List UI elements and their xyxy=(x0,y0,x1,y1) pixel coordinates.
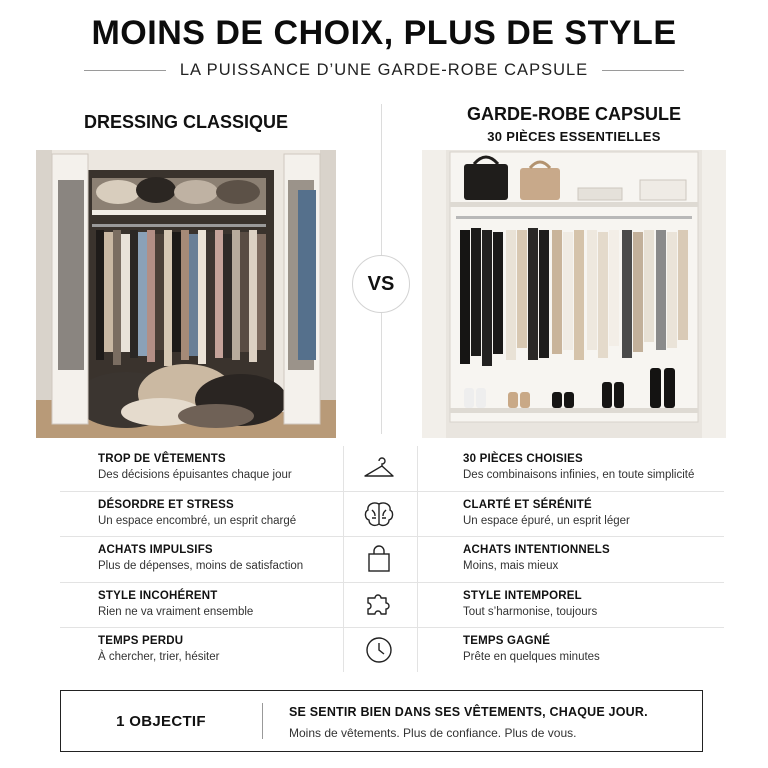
left-cell xyxy=(98,499,348,527)
objective-headline: SE SENTIR BIEN DANS SES VÊTEMENTS, CHAQUE JOUR. xyxy=(289,705,648,719)
left-cell xyxy=(98,453,348,481)
left-item-desc: Un espace encombré, un esprit chargé xyxy=(98,514,297,527)
objective-box xyxy=(60,690,703,752)
objective-tagline: Moins de vêtements. Plus de confiance. Plus de vous. xyxy=(289,726,577,740)
right-cell xyxy=(463,453,733,481)
vs-label: VS xyxy=(367,272,395,295)
objective-label: 1 OBJECTIF xyxy=(116,712,206,730)
right-column-title: GARDE-ROBE CAPSULE xyxy=(466,104,681,124)
divider-right xyxy=(602,70,684,71)
vs-badge xyxy=(352,255,410,313)
right-item-desc: Moins, mais mieux xyxy=(463,560,559,572)
right-cell xyxy=(463,499,733,527)
left-item-desc: Des décisions épuisantes chaque jour xyxy=(98,469,292,481)
left-item-title: DÉSORDRE ET STRESS xyxy=(98,498,234,511)
comparison-row xyxy=(60,492,724,538)
left-item-title: TEMPS PERDU xyxy=(98,635,184,647)
right-item-title: TEMPS GAGNÉ xyxy=(463,635,551,647)
brain-icon xyxy=(361,498,397,530)
right-item-desc: Un espace épuré, un esprit léger xyxy=(463,514,630,527)
right-column-subtitle: 30 PIÈCES ESSENTIELLES xyxy=(487,129,661,144)
page-title: MOINS DE CHOIX, PLUS DE STYLE xyxy=(91,14,677,52)
left-cell xyxy=(98,544,348,572)
puzzle-icon xyxy=(361,589,397,621)
divider-left xyxy=(84,70,166,71)
icon-column-divider-right xyxy=(417,446,418,672)
page-subtitle: LA PUISSANCE D’UNE GARDE-ROBE CAPSULE xyxy=(179,60,589,79)
right-item-desc: Prête en quelques minutes xyxy=(463,651,600,663)
left-item-title: STYLE INCOHÉRENT xyxy=(98,589,218,602)
capsule-wardrobe-image xyxy=(422,150,726,438)
left-item-desc: À chercher, trier, hésiter xyxy=(98,651,220,663)
comparison-row xyxy=(60,446,724,492)
left-column-title: DRESSING CLASSIQUE xyxy=(83,112,289,132)
left-cell xyxy=(98,635,348,663)
right-cell xyxy=(463,635,733,663)
comparison-row xyxy=(60,628,724,674)
hanger-icon xyxy=(361,452,397,484)
right-item-desc: Tout s’harmonise, toujours xyxy=(463,605,598,618)
right-cell xyxy=(463,544,733,572)
right-column-header xyxy=(422,104,726,144)
cluttered-wardrobe-image xyxy=(36,150,336,438)
right-item-title: CLARTÉ ET SÉRÉNITÉ xyxy=(463,498,592,511)
clock-icon xyxy=(361,634,397,666)
right-item-title: 30 PIÈCES CHOISIES xyxy=(463,453,583,465)
left-item-title: TROP DE VÊTEMENTS xyxy=(98,453,226,465)
shopping-bag-icon xyxy=(361,543,397,575)
subtitle-row xyxy=(84,60,684,80)
comparison-row xyxy=(60,537,724,583)
right-item-desc: Des combinaisons infinies, en toute simplicité xyxy=(463,469,695,481)
left-item-title: ACHATS IMPULSIFS xyxy=(98,544,213,556)
left-cell xyxy=(98,590,348,618)
right-cell xyxy=(463,590,733,618)
right-item-title: ACHATS INTENTIONNELS xyxy=(463,544,610,556)
comparison-row xyxy=(60,583,724,629)
left-item-desc: Rien ne va vraiment ensemble xyxy=(98,605,254,618)
objective-text xyxy=(289,705,648,740)
icon-column-divider-left xyxy=(343,446,344,672)
right-item-title: STYLE INTEMPOREL xyxy=(463,589,582,602)
comparison-table xyxy=(60,446,724,674)
left-item-desc: Plus de dépenses, moins de satisfaction xyxy=(98,560,304,572)
objective-separator xyxy=(262,703,263,739)
